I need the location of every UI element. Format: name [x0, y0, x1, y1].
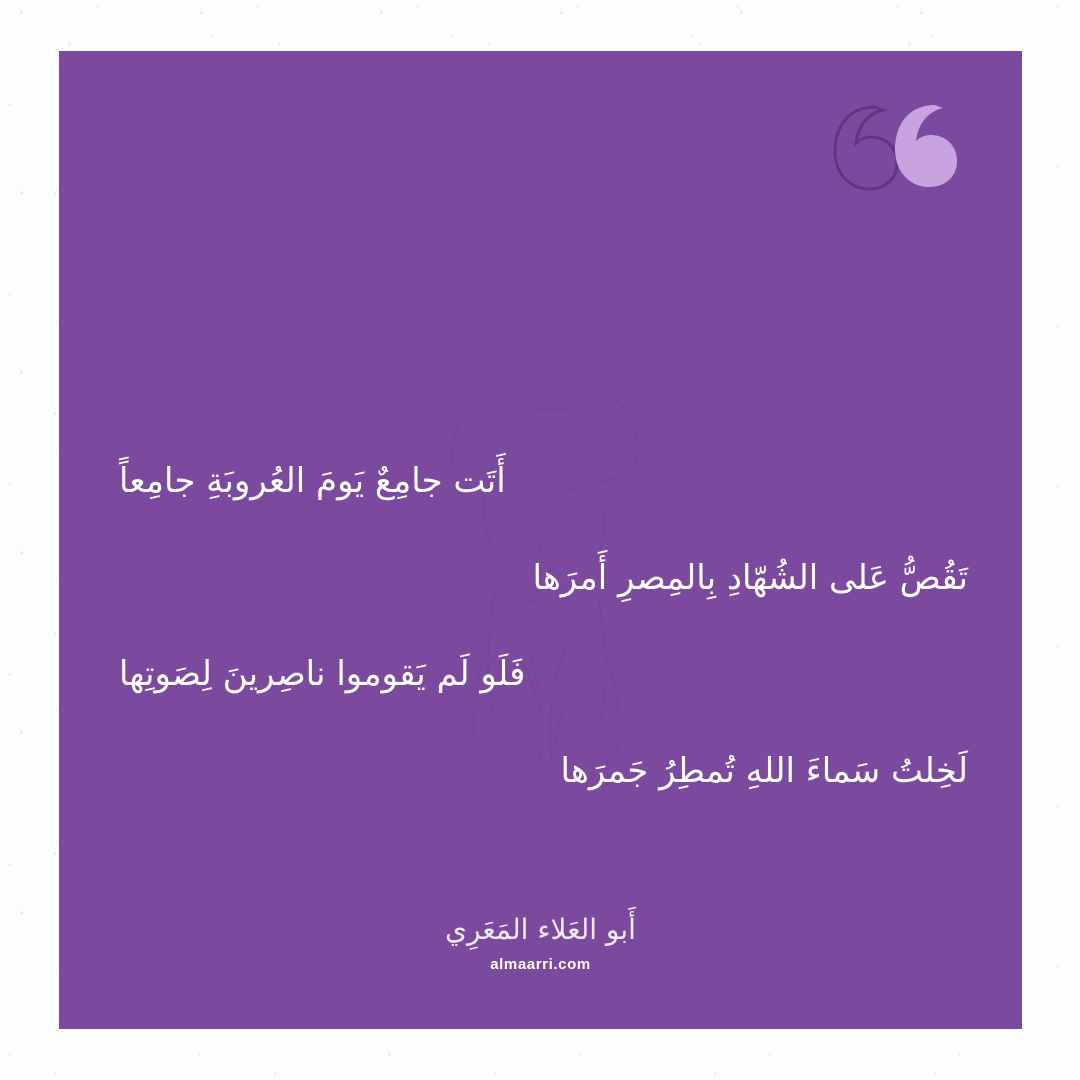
- site-url: almaarri.com: [490, 956, 591, 973]
- quotation-mark-icon: [827, 89, 962, 219]
- poem-body: [59, 455, 1022, 842]
- quote-card: [59, 51, 1022, 1029]
- attribution: [59, 913, 1022, 973]
- author-name: أَبو العَلاء المَعَرِي: [445, 913, 636, 946]
- poem-line: أَتَت جامِعٌ يَومَ العُروبَةِ جامِعاً: [119, 461, 506, 501]
- poem-line: فَلَو لَم يَقوموا ناصِرينَ لِصَوتِها: [119, 654, 526, 695]
- poem-line: تَقُصُّ عَلى الشُهّادِ بِالمِصرِ أَمرَها: [532, 557, 968, 598]
- poem-line: لَخِلتُ سَماءَ اللهِ تُمطِرُ جَمرَها: [560, 751, 968, 792]
